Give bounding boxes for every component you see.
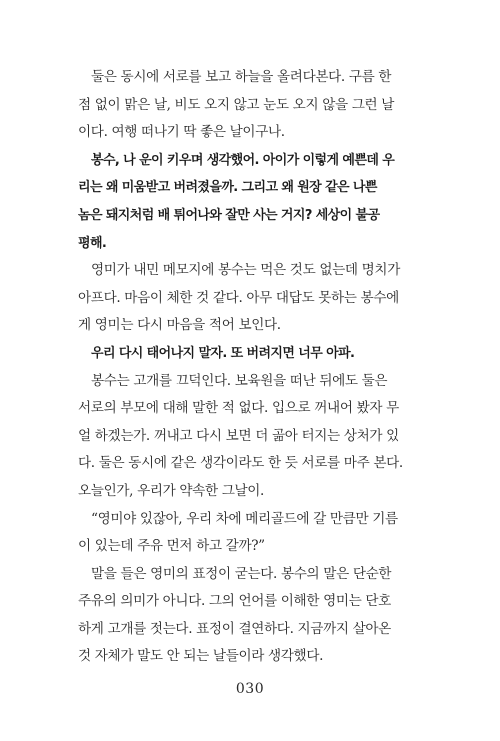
page-body-text: [78, 64, 428, 671]
text-line: 영미가 내민 메모지에 봉수는 먹은 것도 없는데 명치가: [91, 262, 400, 279]
text-line: 봉수는 고개를 끄덕인다. 보육원을 떠난 뒤에도 둘은: [91, 372, 388, 389]
text-line: 아프다. 마음이 체한 것 같다. 아무 대답도 못하는 봉수에: [78, 289, 399, 306]
text-line: 이 있는데 주유 먼저 하고 갈까?”: [78, 538, 265, 555]
paragraph: [78, 561, 428, 671]
text-line: 오늘인가, 우리가 약속한 그날이.: [78, 482, 265, 499]
paragraph: [78, 257, 428, 340]
text-line: 둘은 동시에 서로를 보고 하늘을 올려다본다. 구름 한: [91, 69, 392, 85]
text-line: 것 자체가 말도 안 되는 날들이라 생각했다.: [78, 648, 324, 665]
text-line: 놈은 돼지처럼 배 튀어나와 잘만 사는 거지? 세상이 불공: [78, 207, 380, 223]
paragraph: [78, 64, 428, 147]
text-line: 하게 고개를 젓는다. 표정이 결연하다. 지금까지 살아온: [78, 620, 391, 637]
text-line: 점 없이 맑은 날, 비도 오지 않고 눈도 오지 않을 그런 날: [78, 96, 395, 113]
text-line: 우리 다시 태어나지 말자. 또 버려지면 너무 아파.: [91, 345, 355, 361]
text-line: 이다. 여행 떠나기 딱 좋은 날이구나.: [78, 124, 285, 141]
text-line: “영미야 있잖아, 우리 차에 메리골드에 갈 만큼만 기름: [91, 510, 398, 527]
emphasized-paragraph: [78, 340, 428, 368]
text-line: 주유의 의미가 아니다. 그의 언어를 이해한 영미는 단호: [78, 593, 391, 610]
text-line: 다. 둘은 동시에 같은 생각이라도 한 듯 서로를 마주 본다.: [78, 455, 403, 472]
text-line: 봉수, 나 운이 키우며 생각했어. 아이가 이렇게 예쁜데 우: [91, 152, 395, 168]
paragraph: [78, 368, 428, 506]
text-line: 평해.: [78, 235, 107, 251]
text-line: 얼 하겠는가. 꺼내고 다시 보면 더 곪아 터지는 상처가 있: [78, 427, 399, 444]
text-line: 리는 왜 미움받고 버려졌을까. 그리고 왜 원장 같은 나쁜: [78, 180, 377, 196]
text-line: 게 영미는 다시 마음을 적어 보인다.: [78, 317, 281, 334]
text-line: 말을 들은 영미의 표정이 굳는다. 봉수의 말은 단순한: [91, 565, 392, 582]
page-number: 030: [235, 681, 265, 697]
text-line: 서로의 부모에 대해 말한 적 없다. 입으로 꺼내어 봤자 무: [78, 400, 399, 417]
emphasized-paragraph: [78, 147, 428, 257]
dialogue-paragraph: [78, 506, 428, 561]
